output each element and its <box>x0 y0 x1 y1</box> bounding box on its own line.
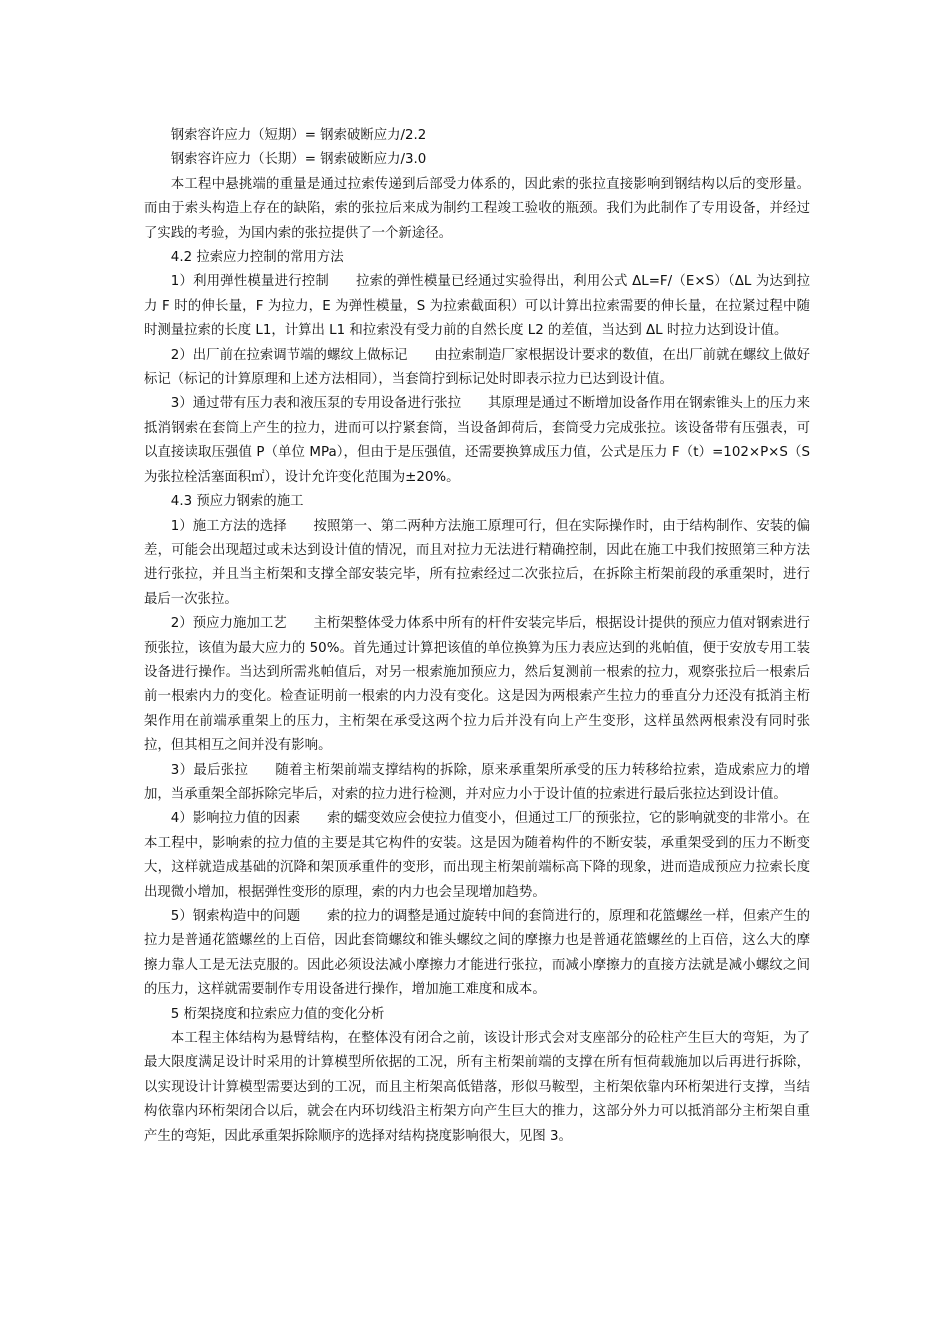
paragraph <box>144 173 810 246</box>
paragraph-text: 本工程主体结构为悬臂结构，在整体没有闭合之前，该设计形式会对支座部分的砼柱产生巨大的弯矩，为了最大限度满足设计时采用的计算模型所依据的工况，所有主桁架前端的支撑在所有恒荷载施加以后再进行拆除，以实现设计计算模型需要达到的工况，而且主桁架高低错落，形似马鞍型，主桁架依靠内环桁架进行支撑，当结构依靠内环桁架闭合以后，就会在内环切线沿主桁架方向产生巨大的推力，这部分外力可以抵消部分主桁架自重产生的弯矩，因此承重架拆除顺序的选择对结构挠度影响很大，见图 3。 <box>144 1031 810 1144</box>
paragraph-text: 其原理是通过不断增加设备作用在钢索锥头上的压力来抵消钢索在套筒上产生的拉力，进而可以拧紧套筒，当设备卸荷后，套筒受力完成张拉。该设备带有压强表，可以直接读取压强值 P（单位 MPa），但由于是压强值，还需要换算成压力值，公式是压力 F（t）=102×P×S（S 为张拉栓活塞面积㎡），设计允许变化范围为±20%。 <box>144 396 810 485</box>
paragraph-text: 索的蠕变效应会使拉力值变小，但通过工厂的预张拉，它的影响就变的非常小。在本工程中，影响索的拉力值的主要是其它构件的安装。这是因为随着构件的不断安装，承重架受到的压力不断变大，这样就造成基础的沉降和架顶承重件的变形，而出现主桁架前端标高下降的现象，进而造成预应力拉索长度出现微小增加，根据弹性变形的原理，索的内力也会呈现增加趋势。 <box>144 811 810 900</box>
heading-text: 5 桁架挠度和拉索应力值的变化分析 <box>170 1006 385 1022</box>
paragraph <box>144 148 810 172</box>
paragraph-text: 按照第一、第二两种方法施工原理可行，但在实际操作时，由于结构制作、安装的偏差，可能会出现超过或未达到设计值的情况，而且对拉力无法进行精确控制，因此在施工中我们按照第三种方法进行张拉，并且当主桁架和支撑全部安装完毕，所有拉索经过二次张拉后，在拆除主桁架前段的承重架时，进行最后一次张拉。 <box>144 518 810 607</box>
document-page <box>144 124 810 1149</box>
item-title: 4）影响拉力值的因素 <box>170 811 301 827</box>
paragraph-text: 主桁架整体受力体系中所有的杆件安装完毕后，根据设计提供的预应力值对钢索进行预张拉，该值为最大应力的 50%。首先通过计算把该值的单位换算为压力表应达到的兆帕值，便于安放专用工装设备进行操作。当达到所需兆帕值后，对另一根索施加预应力，然后复测前一根索的拉力，观察张拉后一根索后前一根索内力的变化。检查证明前一根索的内力没有变化。这是因为两根索产生拉力的垂直分力还没有抵消主桁架作用在前端承重架上的压力，主桁架在承受这两个拉力后并没有向上产生变形，这样虽然两根索没有同时张拉，但其相互之间并没有影响。 <box>144 616 810 754</box>
paragraph-text: 钢索容许应力（短期）= 钢索破断应力/2.2 <box>170 128 427 143</box>
paragraph-text: 钢索容许应力（长期）= 钢索破断应力/3.0 <box>170 152 427 168</box>
item-title: 2）预应力施加工艺 <box>170 616 287 632</box>
paragraph <box>144 270 810 343</box>
section-heading <box>144 246 810 270</box>
paragraph <box>144 1027 810 1149</box>
item-title: 1）利用弹性模量进行控制 <box>170 274 329 290</box>
paragraph <box>144 759 810 808</box>
paragraph <box>144 124 810 148</box>
paragraph <box>144 612 810 758</box>
paragraph-text: 本工程中悬挑端的重量是通过拉索传递到后部受力体系的，因此索的张拉直接影响到钢结构以后的变形量。而由于索头构造上存在的缺陷，索的张拉后来成为制约工程竣工验收的瓶颈。我们为此制作了专用设备，并经过了实践的考验，为国内索的张拉提供了一个新途径。 <box>144 176 810 241</box>
item-title: 1）施工方法的选择 <box>170 518 287 534</box>
paragraph-text: 拉索的弹性模量已经通过实验得出，利用公式 ΔL=F/（E×S）（ΔL 为达到拉力 F 时的伸长量，F 为拉力，E 为弹性模量，S 为拉索截面积）可以计算出拉索需要的伸长量，在拉紧过程中随时测量拉索的长度 L1，计算出 L1 和拉索没有受力前的自然长度 L2 的差值，当达到 ΔL 时拉力达到设计值。 <box>144 274 810 339</box>
item-title: 3）通过带有压力表和液压泵的专用设备进行张拉 <box>170 396 462 412</box>
paragraph-text: 随着主桁架前端支撑结构的拆除，原来承重架所承受的压力转移给拉索，造成索应力的增加，当承重架全部拆除完毕后，对索的拉力进行检测，并对应力小于设计值的拉索进行最后张拉达到设计值。 <box>144 762 810 802</box>
paragraph <box>144 344 810 393</box>
paragraph-text: 由拉索制造厂家根据设计要求的数值，在出厂前就在螺纹上做好标记（标记的计算原理和上述方法相同），当套筒拧到标记处时即表示拉力已达到设计值。 <box>144 347 810 388</box>
item-title: 5）钢索构造中的问题 <box>170 909 301 924</box>
paragraph <box>144 392 810 490</box>
item-title: 3）最后张拉 <box>170 762 249 778</box>
item-title: 2）出厂前在拉索调节端的螺纹上做标记 <box>170 347 408 363</box>
paragraph-text: 索的拉力的调整是通过旋转中间的套筒进行的，原理和花篮螺丝一样，但索产生的拉力是普通花篮螺丝的上百倍，因此套筒螺纹和锥头螺纹之间的摩擦力也是普通花篮螺丝的上百倍，这么大的摩擦力靠人工是无法克服的。因此必须设法减小摩擦力才能进行张拉，而减小摩擦力的直接方法就是减小螺纹之间的压力，这样就需要制作专用设备进行操作，增加施工难度和成本。 <box>144 909 810 998</box>
paragraph <box>144 515 810 613</box>
section-heading <box>144 490 810 514</box>
section-heading <box>144 1003 810 1027</box>
heading-text: 4.3 预应力钢索的施工 <box>170 494 304 510</box>
paragraph <box>144 807 810 905</box>
heading-text: 4.2 拉索应力控制的常用方法 <box>170 250 344 266</box>
paragraph <box>144 905 810 1003</box>
